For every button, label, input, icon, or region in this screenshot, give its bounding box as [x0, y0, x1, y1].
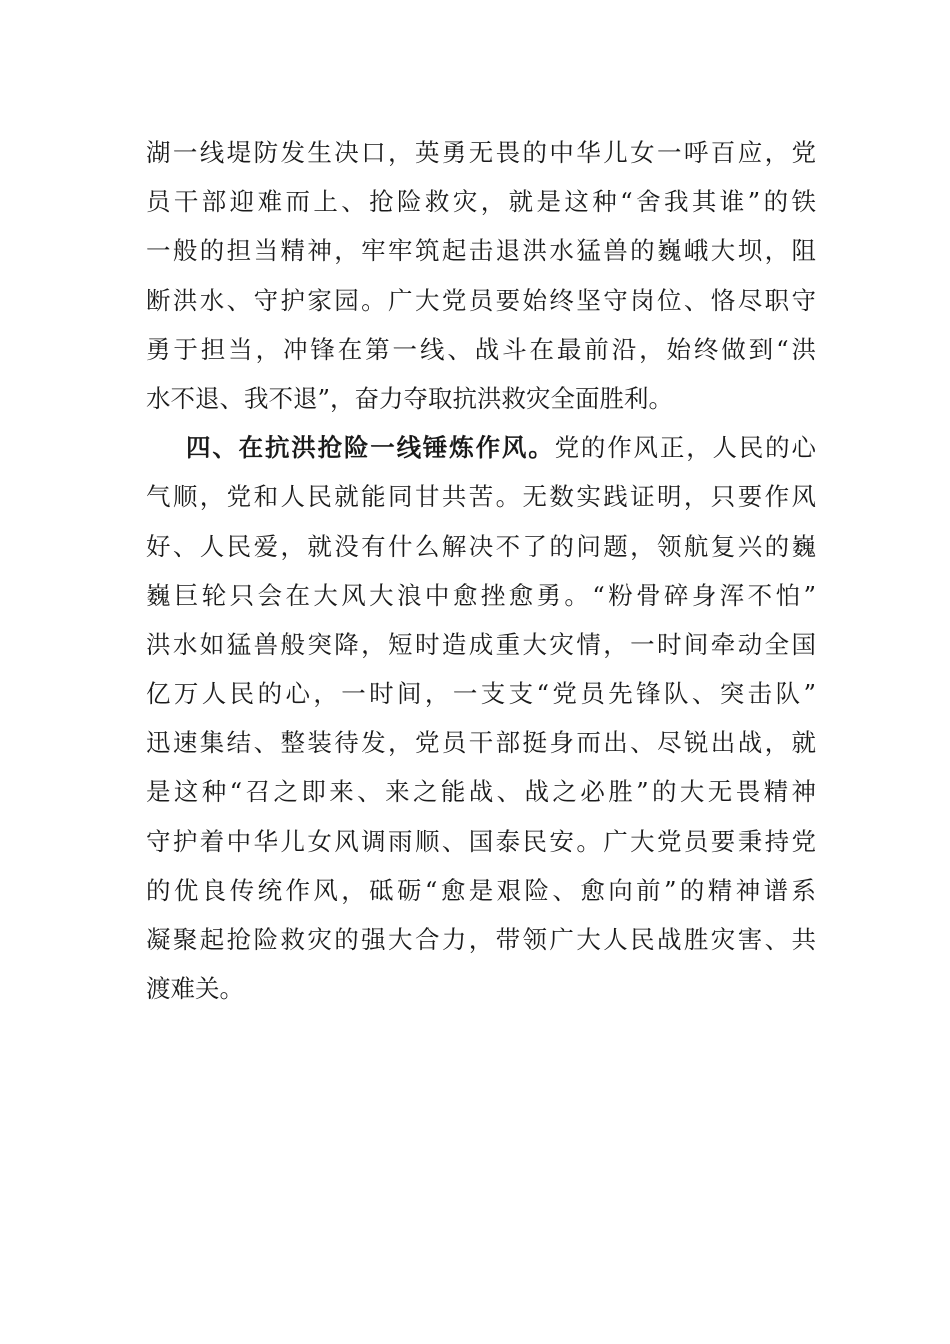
paragraph-line: 勇于担当，冲锋在第一线、战斗在最前沿，始终做到“洪 — [146, 334, 816, 364]
paragraph-line: 迅速集结、整装待发，党员干部挺身而出、尽锐出战，就 — [146, 728, 816, 758]
paragraph-first-line — [146, 423, 816, 472]
paragraph-line: 断洪水、守护家园。广大党员要始终坚守岗位、恪尽职守 — [146, 285, 816, 315]
paragraph-line: 湖一线堤防发生决口，英勇无畏的中华儿女一呼百应，党 — [146, 138, 816, 167]
paragraph-line: 员干部迎难而上、抢险救灾，就是这种“舍我其谁”的铁 — [146, 187, 816, 217]
paragraph-line: 渡难关。 — [146, 974, 244, 1004]
body-text — [146, 128, 816, 1013]
paragraph-line: 巍巨轮只会在大风大浪中愈挫愈勇。“粉骨碎身浑不怕” — [146, 580, 816, 610]
paragraph-line: 是这种“召之即来、来之能战、战之必胜”的大无畏精神 — [146, 777, 816, 807]
paragraph-line-rest: 党的作风正，人民的心 — [554, 433, 817, 463]
paragraph-line: 的优良传统作风，砥砺“愈是艰险、愈向前”的精神谱系 — [146, 875, 816, 905]
paragraph-line: 气顺，党和人民就能同甘共苦。无数实践证明，只要作风 — [146, 482, 816, 512]
paragraph-line: 水不退、我不退”，奋力夺取抗洪救灾全面胜利。 — [146, 383, 674, 413]
paragraph-1 — [146, 128, 816, 423]
paragraph-line: 好、人民爱，就没有什么解决不了的问题，领航复兴的巍 — [146, 531, 816, 561]
section-heading: 四、在抗洪抢险一线锤炼作风。 — [186, 433, 555, 463]
paragraph-line: 凝聚起抢险救灾的强大合力，带领广大人民战胜灾害、共 — [146, 925, 816, 954]
paragraph-line: 一般的担当精神，牢牢筑起击退洪水猛兽的巍峨大坝，阻 — [146, 236, 816, 266]
paragraph-line: 守护着中华儿女风调雨顺、国泰民安。广大党员要秉持党 — [146, 826, 816, 856]
paragraph-2 — [146, 423, 816, 1013]
paragraph-line: 亿万人民的心，一时间，一支支“党员先锋队、突击队” — [146, 679, 816, 709]
paragraph-line: 洪水如猛兽般突降，短时造成重大灾情，一时间牵动全国 — [146, 629, 816, 659]
